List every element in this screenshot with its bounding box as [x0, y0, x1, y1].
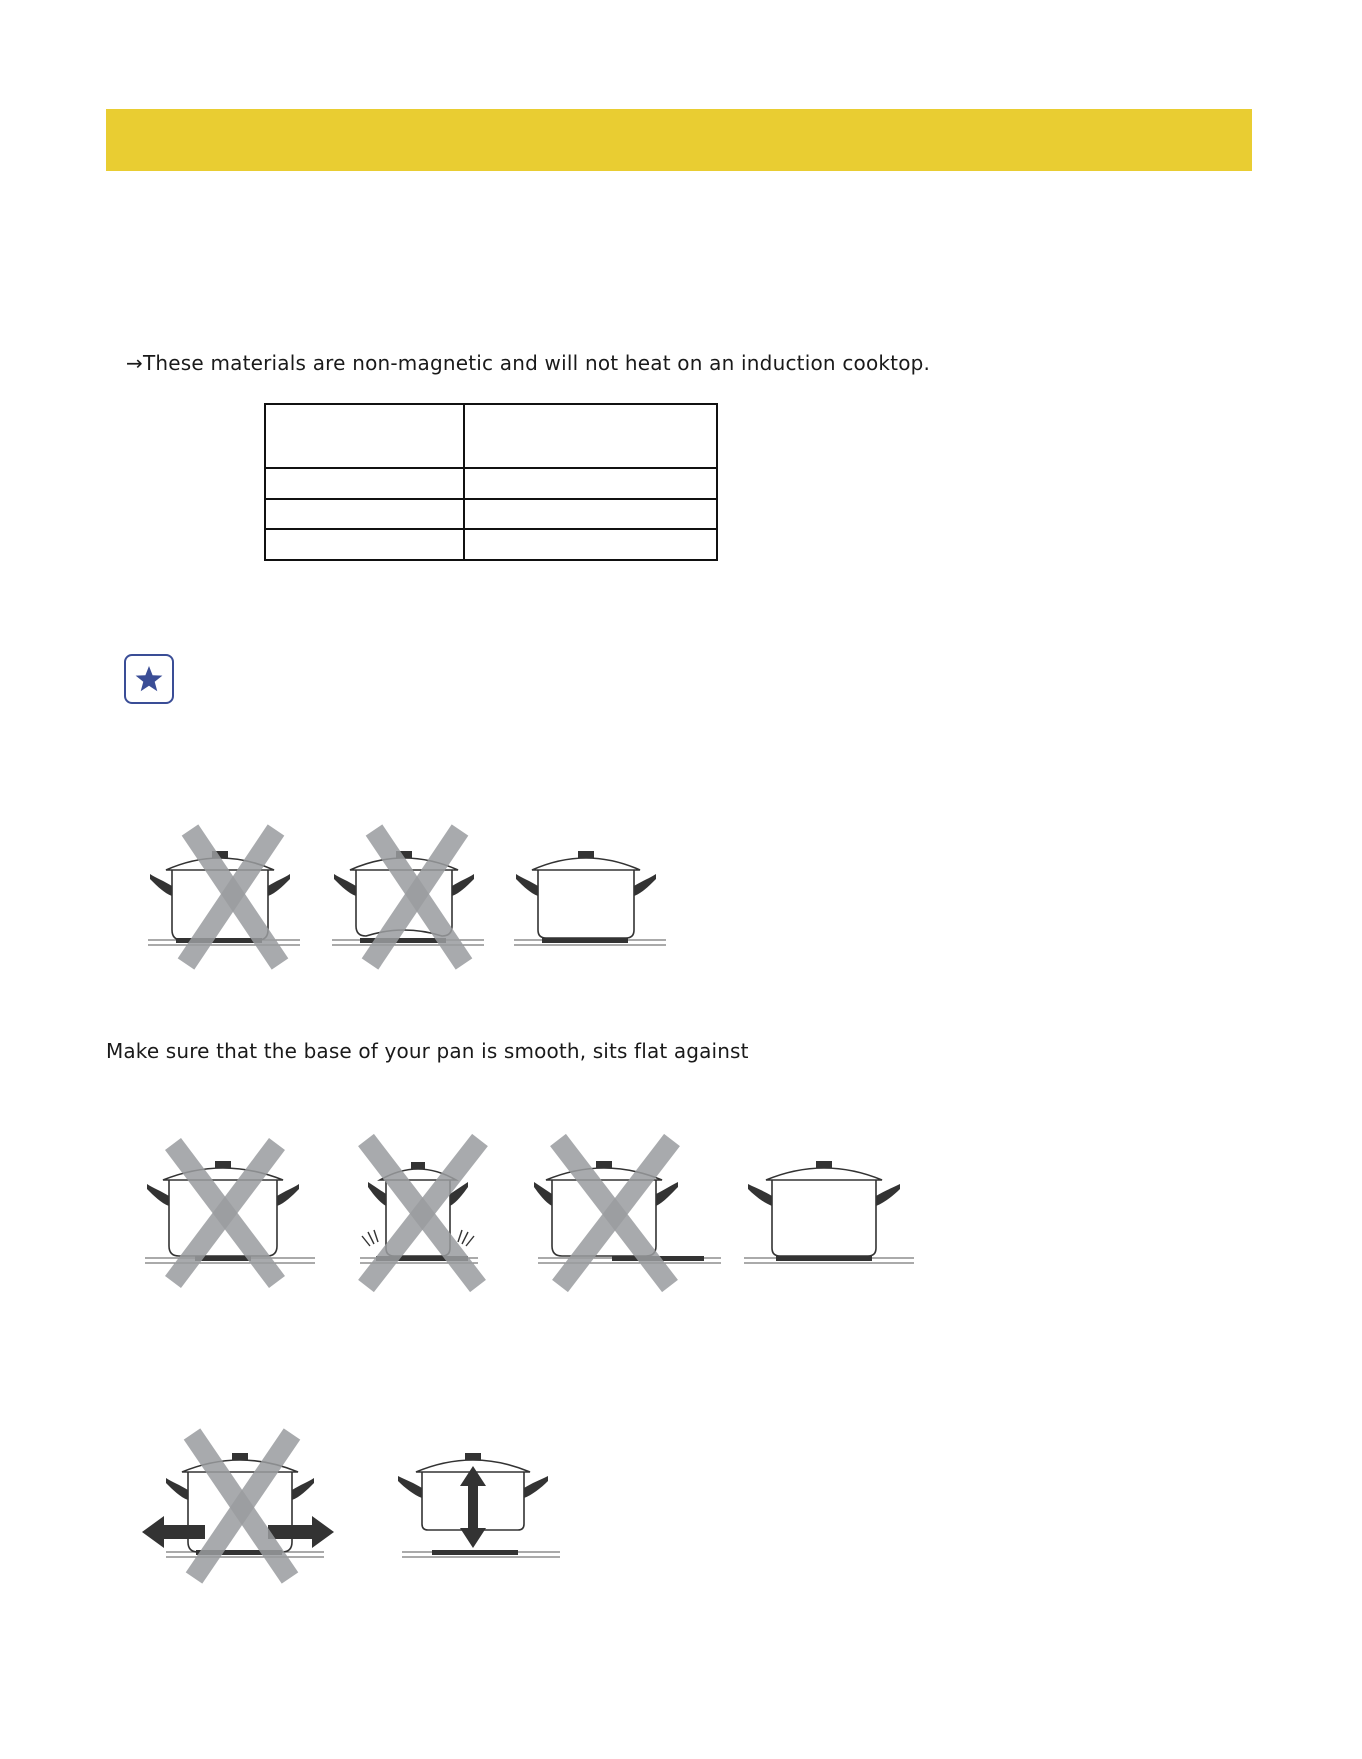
- pan-base-instruction: Make sure that the base of your pan is smooth, sits flat against: [106, 1039, 749, 1063]
- section-header-bar: [106, 109, 1252, 171]
- arrow-icon: →: [126, 351, 143, 375]
- table-cell: [265, 499, 464, 530]
- pan-illustration-incorrect: [536, 1136, 726, 1296]
- note-text: These materials are non-magnetic and will not heat on an induction cooktop.: [142, 351, 931, 375]
- pan-illustration-incorrect: [358, 1136, 498, 1296]
- table-cell: [265, 529, 464, 560]
- tip-box: [124, 654, 174, 704]
- non-magnetic-note: [126, 351, 930, 375]
- pan-illustration-correct: [514, 826, 674, 970]
- table-header-cell: [464, 404, 717, 468]
- pan-illustration-incorrect: [332, 826, 492, 970]
- table-row: [265, 499, 717, 530]
- table-row: [265, 468, 717, 499]
- table-cell: [464, 529, 717, 560]
- table-cell: [464, 499, 717, 530]
- table-cell: [265, 468, 464, 499]
- pan-illustration-correct: [744, 1136, 919, 1296]
- pan-illustration-incorrect: [145, 1136, 320, 1296]
- table-header-row: [265, 404, 717, 468]
- table-cell: [464, 468, 717, 499]
- pan-illustration-correct: [396, 1430, 571, 1590]
- pan-illustration-incorrect: [148, 826, 308, 970]
- table-header-cell: [265, 404, 464, 468]
- star-icon: [134, 664, 164, 694]
- pan-illustration-incorrect: [140, 1430, 340, 1590]
- materials-table: [264, 403, 718, 561]
- table-row: [265, 529, 717, 560]
